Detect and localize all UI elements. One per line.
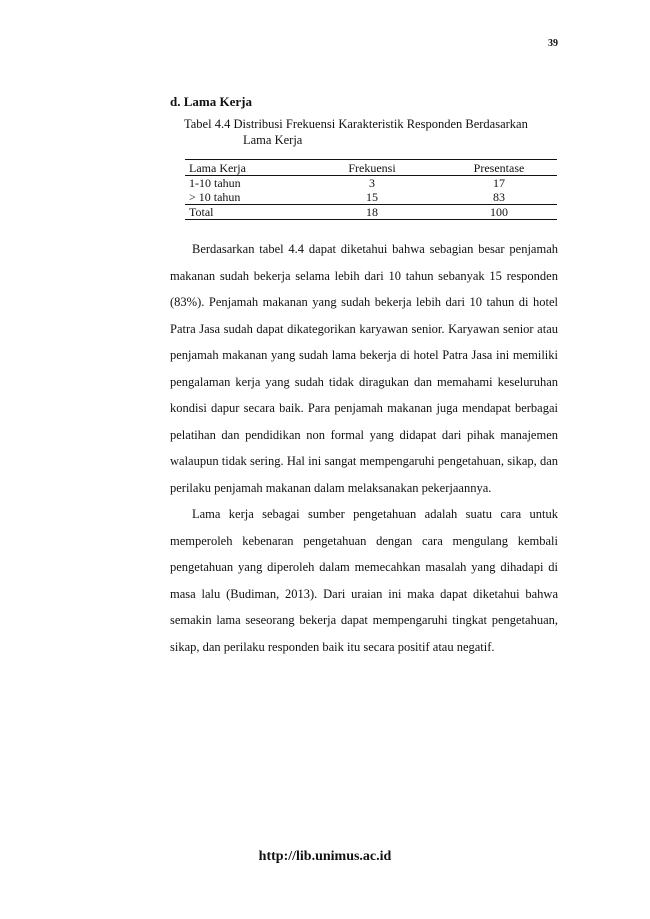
column-header-presentase: Presentase xyxy=(441,160,557,176)
table-cell: 83 xyxy=(493,190,505,204)
table-cell: 3 xyxy=(369,176,375,190)
table-total-row xyxy=(185,205,557,220)
footer-url: http://lib.unimus.ac.id xyxy=(258,849,392,864)
page-number: 39 xyxy=(548,38,558,49)
table-cell: 100 xyxy=(441,205,557,220)
table-cell: Total xyxy=(185,205,303,220)
table-row xyxy=(185,190,557,205)
table-caption-line1: Tabel 4.4 Distribusi Frekuensi Karakteristik Responden Berdasarkan xyxy=(184,117,528,131)
paragraph: Lama kerja sebagai sumber pengetahuan adalah suatu cara untuk memperoleh kebenaran pengetahuan dengan cara mengulang kembali pengetahuan yang diperoleh dalam memecahkan masalah yang dihadapi di masa lalu (Budiman, 2013). Dari uraian ini maka dapat diketahui bahwa semakin lama seseorang bekerja dapat mempengaruhi tingkat pengetahuan, sikap, dan perilaku responden baik itu secara positif atau negatif. xyxy=(170,507,558,654)
table-cell: 17 xyxy=(493,176,505,190)
table-cell: 18 xyxy=(303,205,441,220)
table-cell: 1-10 tahun xyxy=(189,176,241,190)
frequency-table xyxy=(185,159,557,220)
table-header-row xyxy=(185,160,557,176)
table-cell: > 10 tahun xyxy=(189,190,241,204)
table-cell: 15 xyxy=(366,190,378,204)
table-caption xyxy=(184,116,564,148)
body-text xyxy=(170,236,558,660)
table-caption-line2: Lama Kerja xyxy=(243,133,303,147)
column-header-lama-kerja: Lama Kerja xyxy=(185,160,303,176)
table-row xyxy=(185,176,557,191)
paragraph: Berdasarkan tabel 4.4 dapat diketahui bahwa sebagian besar penjamah makanan sudah bekerja selama lebih dari 10 tahun sebanyak 15 responden (83%). Penjamah makanan yang sudah bekerja lebih dari 10 tahun di hotel Patra Jasa sudah dapat dikategorikan karyawan senior. Karyawan senior atau penjamah makanan yang sudah lama bekerja di hotel Patra Jasa ini memiliki pengalaman kerja yang sudah tidak diragukan dan memahami keseluruhan kondisi dapur secara baik. Para penjamah makanan juga mendapat berbagai pelatihan dan pendidikan non formal yang didapat dari pihak manajemen walaupun tidak sering. Hal ini sangat mempengaruhi pengetahuan, sikap, dan perilaku penjamah makanan dalam melaksanakan pekerjaannya. xyxy=(170,242,558,495)
column-header-frekuensi: Frekuensi xyxy=(303,160,441,176)
section-heading: d. Lama Kerja xyxy=(170,94,252,109)
